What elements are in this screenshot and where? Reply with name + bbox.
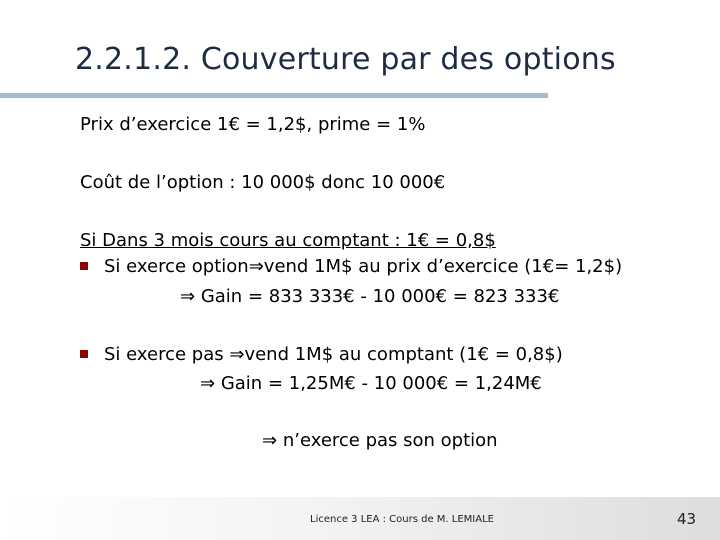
title-underline [0,93,548,98]
gain-line-2 [200,373,542,394]
bullet-square-icon [80,262,88,270]
bullet-no-exercise-text-a: Si exerce pas [104,344,230,365]
implies-arrow-icon: ⇒ [248,256,264,277]
strike-price-line: Prix d’exercice 1€ = 1,2$, prime = 1% [80,114,426,135]
gain-line-1 [180,286,559,307]
implies-arrow-icon: ⇒ [180,286,196,307]
bullet-no-exercise [80,344,563,365]
gain-2-text: Gain = 1,25M€ - 10 000€ = 1,24M€ [220,373,542,394]
bullet-exercise [80,256,622,277]
implies-arrow-icon: ⇒ [262,430,278,451]
implies-arrow-icon: ⇒ [200,373,216,394]
conclusion-text: n’exerce pas son option [282,430,498,451]
bullet-square-icon [80,350,88,358]
page-number: 43 [677,510,697,528]
slide-title: 2.2.1.2. Couverture par des options [75,42,616,77]
option-cost-line: Coût de l’option : 10 000$ donc 10 000€ [80,172,446,193]
footer-caption: Licence 3 LEA : Cours de M. LEMIALE [310,514,494,525]
scenario-line: Si Dans 3 mois cours au comptant : 1€ = 0,8$ [80,230,496,251]
conclusion-line [262,430,498,451]
bullet-exercise-text-b: vend 1M$ au prix d’exercice (1€= 1,2$) [263,256,623,277]
implies-arrow-icon: ⇒ [229,344,245,365]
bullet-no-exercise-text-b: vend 1M$ au comptant (1€ = 0,8$) [244,344,563,365]
gain-1-text: Gain = 833 333€ - 10 000€ = 823 333€ [200,286,560,307]
bullet-exercise-text-a: Si exerce option [104,256,249,277]
